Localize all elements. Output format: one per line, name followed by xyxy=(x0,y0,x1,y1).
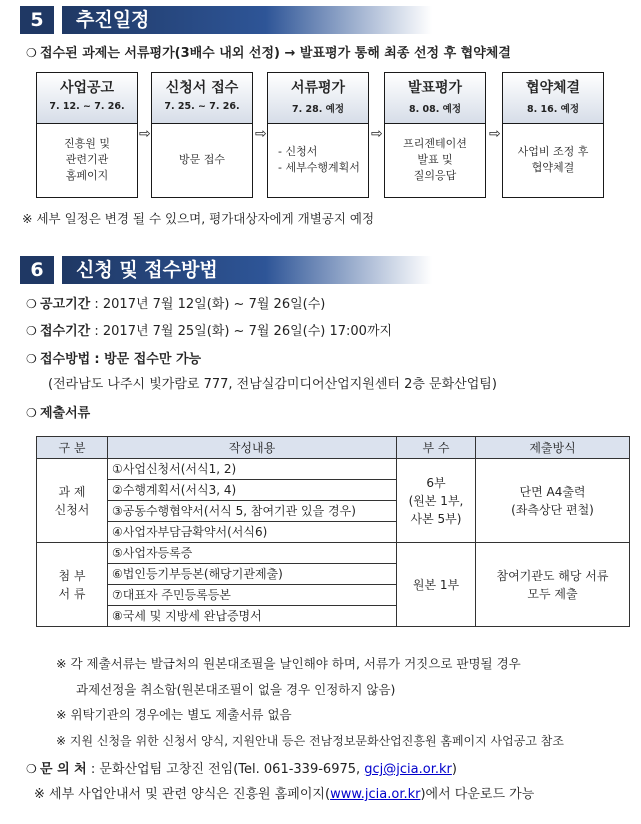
arrow-right-icon: ⇨ xyxy=(489,126,501,142)
copies-cell: 원본 1부 xyxy=(397,543,476,627)
step-box-1 xyxy=(36,72,138,198)
step-body-line: 프리젠테이션 xyxy=(403,137,467,150)
table-row xyxy=(37,543,630,564)
category-line: 과 제 xyxy=(58,484,86,499)
step-body-line: 방문 접수 xyxy=(178,153,225,166)
doc-item: ⑤사업자등록증 xyxy=(108,543,397,564)
info-receipt-period xyxy=(26,322,392,341)
footer-note xyxy=(34,786,534,804)
doc-item: ③공동수행협약서(서식 5, 참여기관 있을 경우) xyxy=(108,501,397,522)
table-header-row xyxy=(37,437,630,459)
section5-lead xyxy=(26,44,511,63)
contact-close: ) xyxy=(451,762,457,777)
doc-item: ⑧국세 및 지방세 완납증명서 xyxy=(108,606,397,627)
method-line: (좌측상단 편철) xyxy=(511,502,594,517)
footer-pre: ※ 세부 사업안내서 및 관련 양식은 진흥원 홈페이지( xyxy=(34,787,331,802)
arrow-right-icon: ⇨ xyxy=(139,126,151,142)
info-label: 공고기간 xyxy=(40,297,91,312)
contact-label: 문 의 처 xyxy=(40,762,87,777)
arrow-right-icon: ⇨ xyxy=(255,126,267,142)
note-line-2: 과제선정을 취소함(원본대조필이 없을 경우 인정하지 않음) xyxy=(76,682,396,697)
step-box-2 xyxy=(151,72,253,198)
bullet-icon: ❍ xyxy=(26,352,37,366)
info-value: : 2017년 7월 25일(화) ~ 7월 26일(수) 17:00까지 xyxy=(94,324,393,339)
doc-item: ⑦대표자 주민등록등본 xyxy=(108,585,397,606)
table-header-cell: 제출방식 xyxy=(476,437,630,459)
info-value: : 2017년 7월 12일(화) ~ 7월 26일(수) xyxy=(94,297,326,312)
bullet-icon: ❍ xyxy=(26,46,37,60)
doc-item: ④사업자부담금확약서(서식6) xyxy=(108,522,397,543)
step-body-line: 질의응답 xyxy=(413,169,457,182)
copies-cell xyxy=(397,459,476,543)
info-value: : 방문 접수만 가능 xyxy=(94,352,202,367)
table-header-cell: 구 분 xyxy=(37,437,108,459)
step-date: 7. 28. 예정 xyxy=(291,104,345,115)
section5-note: ※ 세부 일정은 변경 될 수 있으며, 평가대상자에게 개별공지 예정 xyxy=(22,211,375,226)
contact-email-link[interactable]: gcj@jcia.or.kr xyxy=(364,762,452,777)
contact-line xyxy=(26,760,457,779)
section5-number: 5 xyxy=(20,6,54,34)
step-date: 8. 08. 예정 xyxy=(408,104,462,115)
step-body-line: - 세부수행계획서 xyxy=(278,161,360,174)
info-receipt-method xyxy=(26,350,201,369)
note-line-1: ※ 각 제출서류는 발급처의 원본대조필을 날인해야 하며, 서류가 거짓으로 판명될 경우 xyxy=(56,656,521,671)
method-line: 모두 제출 xyxy=(527,586,578,601)
bullet-icon: ❍ xyxy=(26,762,37,776)
footer-post: )에서 다운로드 가능 xyxy=(420,787,535,802)
doc-item: ①사업신청서(서식1, 2) xyxy=(108,459,397,480)
homepage-link[interactable]: www.jcia.or.kr xyxy=(330,787,421,802)
step-date: 7. 25. ~ 7. 26. xyxy=(164,101,240,112)
submission-table xyxy=(36,436,630,627)
table-header-cell: 작성내용 xyxy=(108,437,397,459)
step-date: 7. 12. ~ 7. 26. xyxy=(49,101,125,112)
bullet-icon: ❍ xyxy=(26,324,37,338)
docs-label: 제출서류 xyxy=(40,406,91,421)
step-box-5 xyxy=(502,72,604,198)
step-body-line: - 신청서 xyxy=(278,145,318,158)
step-body-line: 홈페이지 xyxy=(65,169,109,182)
copies-line: 사본 5부) xyxy=(410,511,462,526)
table-header-cell: 부 수 xyxy=(397,437,476,459)
info-label: 접수기간 xyxy=(40,324,91,339)
docs-heading xyxy=(26,404,90,423)
arrow-right-icon: ⇨ xyxy=(371,126,383,142)
copies-line: 6부 xyxy=(426,475,446,490)
section6-title: 신청 및 접수방법 xyxy=(76,259,218,281)
bullet-icon: ❍ xyxy=(26,297,37,311)
section5-title: 추진일정 xyxy=(76,9,150,31)
category-cell xyxy=(37,459,108,543)
step-body-line: 관련기관 xyxy=(65,153,109,166)
info-label: 접수방법 xyxy=(40,352,91,367)
info-announce-period xyxy=(26,295,325,314)
step-title: 서류평가 xyxy=(290,80,346,96)
doc-item: ⑥법인등기부등본(해당기관제출) xyxy=(108,564,397,585)
category-cell xyxy=(37,543,108,627)
step-date: 8. 16. 예정 xyxy=(526,104,580,115)
bullet-icon: ❍ xyxy=(26,406,37,420)
note-line-4: ※ 지원 신청을 위한 신청서 양식, 지원안내 등은 전남정보문화산업진흥원 홈페이지 사업공고 참조 xyxy=(56,734,564,748)
category-line: 신청서 xyxy=(54,502,90,517)
copies-line: (원본 1부, xyxy=(408,493,464,508)
section6-number: 6 xyxy=(20,256,54,284)
step-body-line: 사업비 조정 후 xyxy=(517,145,589,158)
step-title: 신청서 접수 xyxy=(165,80,239,96)
step-title: 발표평가 xyxy=(407,80,463,96)
contact-text: : 문화산업팀 고창진 전임(Tel. 061-339-6975, xyxy=(90,762,365,777)
step-body-line: 협약체결 xyxy=(531,161,575,174)
step-box-3 xyxy=(267,72,369,198)
method-cell xyxy=(476,543,630,627)
method-line: 단면 A4출력 xyxy=(519,484,586,499)
table-row xyxy=(37,459,630,480)
method-line: 참여기관도 해당 서류 xyxy=(496,568,609,583)
receipt-address: (전라남도 나주시 빛가람로 777, 전남실감미디어산업지원센터 2층 문화산업팀) xyxy=(48,377,497,392)
step-body-line: 발표 및 xyxy=(417,153,453,166)
section6-header xyxy=(20,256,620,284)
section5-header xyxy=(20,6,620,34)
category-line: 서 류 xyxy=(58,586,86,601)
note-line-3: ※ 위탁기관의 경우에는 별도 제출서류 없음 xyxy=(56,707,292,722)
doc-item: ②수행계획서(서식3, 4) xyxy=(108,480,397,501)
category-line: 첨 부 xyxy=(58,568,86,583)
step-body-line: 진흥원 및 xyxy=(63,137,110,150)
step-title: 협약체결 xyxy=(525,80,581,96)
method-cell xyxy=(476,459,630,543)
step-box-4 xyxy=(384,72,486,198)
step-title: 사업공고 xyxy=(59,80,115,96)
section5-lead-text: 접수된 과제는 서류평가(3배수 내외 선정) → 발표평가 통해 최종 선정 후 협약체결 xyxy=(40,46,511,61)
